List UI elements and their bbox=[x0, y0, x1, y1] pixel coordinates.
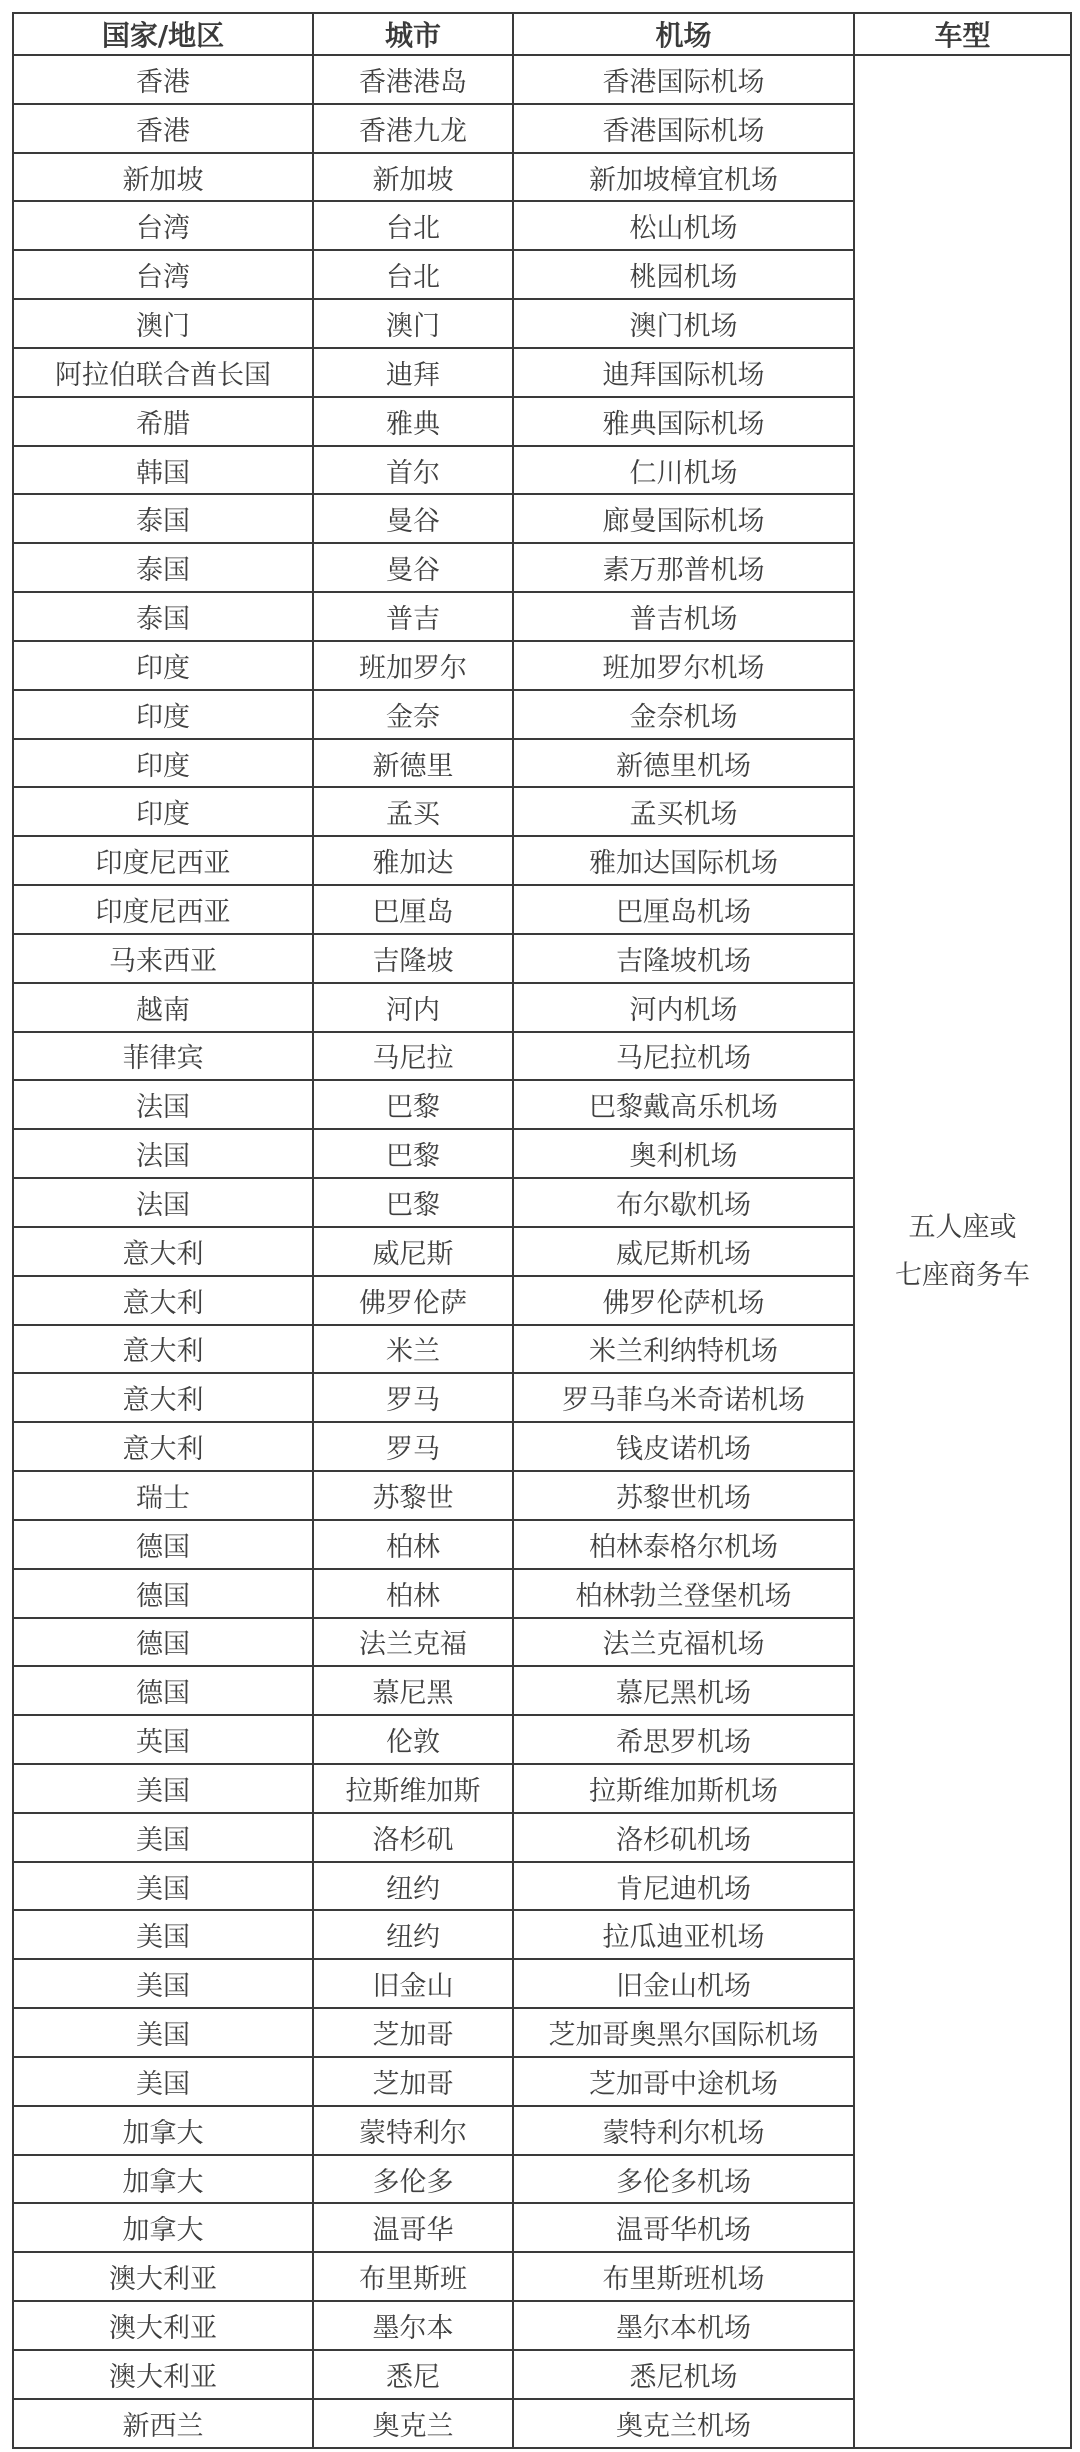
airport-cell: 班加罗尔机场 bbox=[513, 641, 854, 690]
header-airport: 机场 bbox=[513, 13, 854, 55]
airport-cell: 芝加哥奥黑尔国际机场 bbox=[513, 2008, 854, 2057]
airport-cell: 香港国际机场 bbox=[513, 55, 854, 104]
airport-cell: 奥利机场 bbox=[513, 1129, 854, 1178]
country-cell: 加拿大 bbox=[13, 2106, 313, 2155]
airport-cell: 孟买机场 bbox=[513, 787, 854, 836]
airport-cell: 松山机场 bbox=[513, 201, 854, 250]
country-cell: 美国 bbox=[13, 2008, 313, 2057]
country-cell: 韩国 bbox=[13, 446, 313, 495]
table-body bbox=[13, 55, 1071, 2448]
airport-cell: 蒙特利尔机场 bbox=[513, 2106, 854, 2155]
country-cell: 泰国 bbox=[13, 543, 313, 592]
country-cell: 美国 bbox=[13, 1813, 313, 1862]
city-cell: 纽约 bbox=[313, 1862, 513, 1911]
airport-cell: 新德里机场 bbox=[513, 739, 854, 788]
airport-cell: 新加坡樟宜机场 bbox=[513, 153, 854, 202]
airport-cell: 雅加达国际机场 bbox=[513, 836, 854, 885]
country-cell: 印度尼西亚 bbox=[13, 836, 313, 885]
city-cell: 新德里 bbox=[313, 739, 513, 788]
airport-cell: 芝加哥中途机场 bbox=[513, 2057, 854, 2106]
header-city: 城市 bbox=[313, 13, 513, 55]
city-cell: 奥克兰 bbox=[313, 2399, 513, 2448]
city-cell: 罗马 bbox=[313, 1422, 513, 1471]
country-cell: 越南 bbox=[13, 983, 313, 1032]
city-cell: 纽约 bbox=[313, 1910, 513, 1959]
country-cell: 台湾 bbox=[13, 201, 313, 250]
city-cell: 墨尔本 bbox=[313, 2301, 513, 2350]
airport-cell: 廊曼国际机场 bbox=[513, 494, 854, 543]
city-cell: 巴厘岛 bbox=[313, 885, 513, 934]
airport-cell: 金奈机场 bbox=[513, 690, 854, 739]
city-cell: 柏林 bbox=[313, 1520, 513, 1569]
country-cell: 意大利 bbox=[13, 1325, 313, 1374]
country-cell: 美国 bbox=[13, 1764, 313, 1813]
airport-cell: 米兰利纳特机场 bbox=[513, 1325, 854, 1374]
airport-cell: 普吉机场 bbox=[513, 592, 854, 641]
country-cell: 意大利 bbox=[13, 1373, 313, 1422]
table-row bbox=[13, 55, 1071, 104]
country-cell: 加拿大 bbox=[13, 2155, 313, 2204]
country-cell: 法国 bbox=[13, 1129, 313, 1178]
city-cell: 柏林 bbox=[313, 1569, 513, 1618]
country-cell: 印度 bbox=[13, 739, 313, 788]
country-cell: 意大利 bbox=[13, 1227, 313, 1276]
airport-cell: 雅典国际机场 bbox=[513, 397, 854, 446]
city-cell: 香港港岛 bbox=[313, 55, 513, 104]
airport-cell: 慕尼黑机场 bbox=[513, 1666, 854, 1715]
city-cell: 孟买 bbox=[313, 787, 513, 836]
airport-cell: 柏林勃兰登堡机场 bbox=[513, 1569, 854, 1618]
country-cell: 德国 bbox=[13, 1666, 313, 1715]
city-cell: 芝加哥 bbox=[313, 2057, 513, 2106]
airport-cell: 旧金山机场 bbox=[513, 1959, 854, 2008]
city-cell: 河内 bbox=[313, 983, 513, 1032]
country-cell: 美国 bbox=[13, 2057, 313, 2106]
country-cell: 泰国 bbox=[13, 494, 313, 543]
city-cell: 法兰克福 bbox=[313, 1618, 513, 1667]
country-cell: 澳大利亚 bbox=[13, 2350, 313, 2399]
country-cell: 印度 bbox=[13, 690, 313, 739]
city-cell: 罗马 bbox=[313, 1373, 513, 1422]
country-cell: 法国 bbox=[13, 1080, 313, 1129]
city-cell: 温哥华 bbox=[313, 2203, 513, 2252]
airport-cell: 布里斯班机场 bbox=[513, 2252, 854, 2301]
header-country: 国家/地区 bbox=[13, 13, 313, 55]
country-cell: 印度 bbox=[13, 787, 313, 836]
country-cell: 台湾 bbox=[13, 250, 313, 299]
city-cell: 雅加达 bbox=[313, 836, 513, 885]
country-cell: 澳门 bbox=[13, 299, 313, 348]
city-cell: 曼谷 bbox=[313, 494, 513, 543]
city-cell: 巴黎 bbox=[313, 1178, 513, 1227]
vehicle-type-cell bbox=[854, 55, 1071, 2448]
city-cell: 班加罗尔 bbox=[313, 641, 513, 690]
airport-cell: 香港国际机场 bbox=[513, 104, 854, 153]
airport-cell: 吉隆坡机场 bbox=[513, 934, 854, 983]
city-cell: 香港九龙 bbox=[313, 104, 513, 153]
airport-cell: 温哥华机场 bbox=[513, 2203, 854, 2252]
vehicle-type-line: 五人座或 bbox=[908, 1211, 1017, 1243]
country-cell: 马来西亚 bbox=[13, 934, 313, 983]
airport-cell: 巴黎戴高乐机场 bbox=[513, 1080, 854, 1129]
country-cell: 澳大利亚 bbox=[13, 2301, 313, 2350]
country-cell: 意大利 bbox=[13, 1276, 313, 1325]
airport-cell: 柏林泰格尔机场 bbox=[513, 1520, 854, 1569]
airport-cell: 素万那普机场 bbox=[513, 543, 854, 592]
airport-cell: 澳门机场 bbox=[513, 299, 854, 348]
city-cell: 澳门 bbox=[313, 299, 513, 348]
city-cell: 悉尼 bbox=[313, 2350, 513, 2399]
city-cell: 台北 bbox=[313, 201, 513, 250]
country-cell: 美国 bbox=[13, 1862, 313, 1911]
city-cell: 曼谷 bbox=[313, 543, 513, 592]
country-cell: 瑞士 bbox=[13, 1471, 313, 1520]
city-cell: 雅典 bbox=[313, 397, 513, 446]
airport-cell: 马尼拉机场 bbox=[513, 1032, 854, 1081]
country-cell: 美国 bbox=[13, 1959, 313, 2008]
country-cell: 阿拉伯联合酋长国 bbox=[13, 348, 313, 397]
city-cell: 多伦多 bbox=[313, 2155, 513, 2204]
city-cell: 吉隆坡 bbox=[313, 934, 513, 983]
country-cell: 香港 bbox=[13, 55, 313, 104]
city-cell: 巴黎 bbox=[313, 1129, 513, 1178]
airport-cell: 河内机场 bbox=[513, 983, 854, 1032]
city-cell: 米兰 bbox=[313, 1325, 513, 1374]
airport-cell: 多伦多机场 bbox=[513, 2155, 854, 2204]
city-cell: 威尼斯 bbox=[313, 1227, 513, 1276]
city-cell: 布里斯班 bbox=[313, 2252, 513, 2301]
header-vehicle: 车型 bbox=[854, 13, 1071, 55]
country-cell: 德国 bbox=[13, 1569, 313, 1618]
airport-cell: 拉斯维加斯机场 bbox=[513, 1764, 854, 1813]
country-cell: 加拿大 bbox=[13, 2203, 313, 2252]
city-cell: 迪拜 bbox=[313, 348, 513, 397]
airport-cell: 悉尼机场 bbox=[513, 2350, 854, 2399]
airport-cell: 巴厘岛机场 bbox=[513, 885, 854, 934]
country-cell: 印度 bbox=[13, 641, 313, 690]
airport-cell: 肯尼迪机场 bbox=[513, 1862, 854, 1911]
city-cell: 普吉 bbox=[313, 592, 513, 641]
city-cell: 佛罗伦萨 bbox=[313, 1276, 513, 1325]
country-cell: 香港 bbox=[13, 104, 313, 153]
airport-cell: 希思罗机场 bbox=[513, 1715, 854, 1764]
airport-cell: 威尼斯机场 bbox=[513, 1227, 854, 1276]
city-cell: 拉斯维加斯 bbox=[313, 1764, 513, 1813]
airport-cell: 佛罗伦萨机场 bbox=[513, 1276, 854, 1325]
city-cell: 苏黎世 bbox=[313, 1471, 513, 1520]
vehicle-type-line: 七座商务车 bbox=[895, 1259, 1030, 1291]
airport-cell: 拉瓜迪亚机场 bbox=[513, 1910, 854, 1959]
city-cell: 伦敦 bbox=[313, 1715, 513, 1764]
header-row bbox=[13, 13, 1071, 55]
city-cell: 巴黎 bbox=[313, 1080, 513, 1129]
airport-cell: 仁川机场 bbox=[513, 446, 854, 495]
airport-table bbox=[12, 12, 1072, 2449]
city-cell: 金奈 bbox=[313, 690, 513, 739]
country-cell: 意大利 bbox=[13, 1422, 313, 1471]
airport-cell: 钱皮诺机场 bbox=[513, 1422, 854, 1471]
city-cell: 洛杉矶 bbox=[313, 1813, 513, 1862]
country-cell: 澳大利亚 bbox=[13, 2252, 313, 2301]
country-cell: 新加坡 bbox=[13, 153, 313, 202]
airport-cell: 苏黎世机场 bbox=[513, 1471, 854, 1520]
country-cell: 菲律宾 bbox=[13, 1032, 313, 1081]
airport-cell: 布尔歇机场 bbox=[513, 1178, 854, 1227]
city-cell: 新加坡 bbox=[313, 153, 513, 202]
city-cell: 芝加哥 bbox=[313, 2008, 513, 2057]
city-cell: 蒙特利尔 bbox=[313, 2106, 513, 2155]
country-cell: 希腊 bbox=[13, 397, 313, 446]
country-cell: 英国 bbox=[13, 1715, 313, 1764]
airport-cell: 奥克兰机场 bbox=[513, 2399, 854, 2448]
country-cell: 法国 bbox=[13, 1178, 313, 1227]
city-cell: 慕尼黑 bbox=[313, 1666, 513, 1715]
airport-cell: 法兰克福机场 bbox=[513, 1618, 854, 1667]
city-cell: 旧金山 bbox=[313, 1959, 513, 2008]
country-cell: 美国 bbox=[13, 1910, 313, 1959]
country-cell: 印度尼西亚 bbox=[13, 885, 313, 934]
airport-cell: 墨尔本机场 bbox=[513, 2301, 854, 2350]
airport-cell: 桃园机场 bbox=[513, 250, 854, 299]
city-cell: 台北 bbox=[313, 250, 513, 299]
country-cell: 德国 bbox=[13, 1520, 313, 1569]
city-cell: 首尔 bbox=[313, 446, 513, 495]
country-cell: 德国 bbox=[13, 1618, 313, 1667]
country-cell: 泰国 bbox=[13, 592, 313, 641]
country-cell: 新西兰 bbox=[13, 2399, 313, 2448]
airport-cell: 洛杉矶机场 bbox=[513, 1813, 854, 1862]
city-cell: 马尼拉 bbox=[313, 1032, 513, 1081]
airport-cell: 罗马菲乌米奇诺机场 bbox=[513, 1373, 854, 1422]
airport-cell: 迪拜国际机场 bbox=[513, 348, 854, 397]
